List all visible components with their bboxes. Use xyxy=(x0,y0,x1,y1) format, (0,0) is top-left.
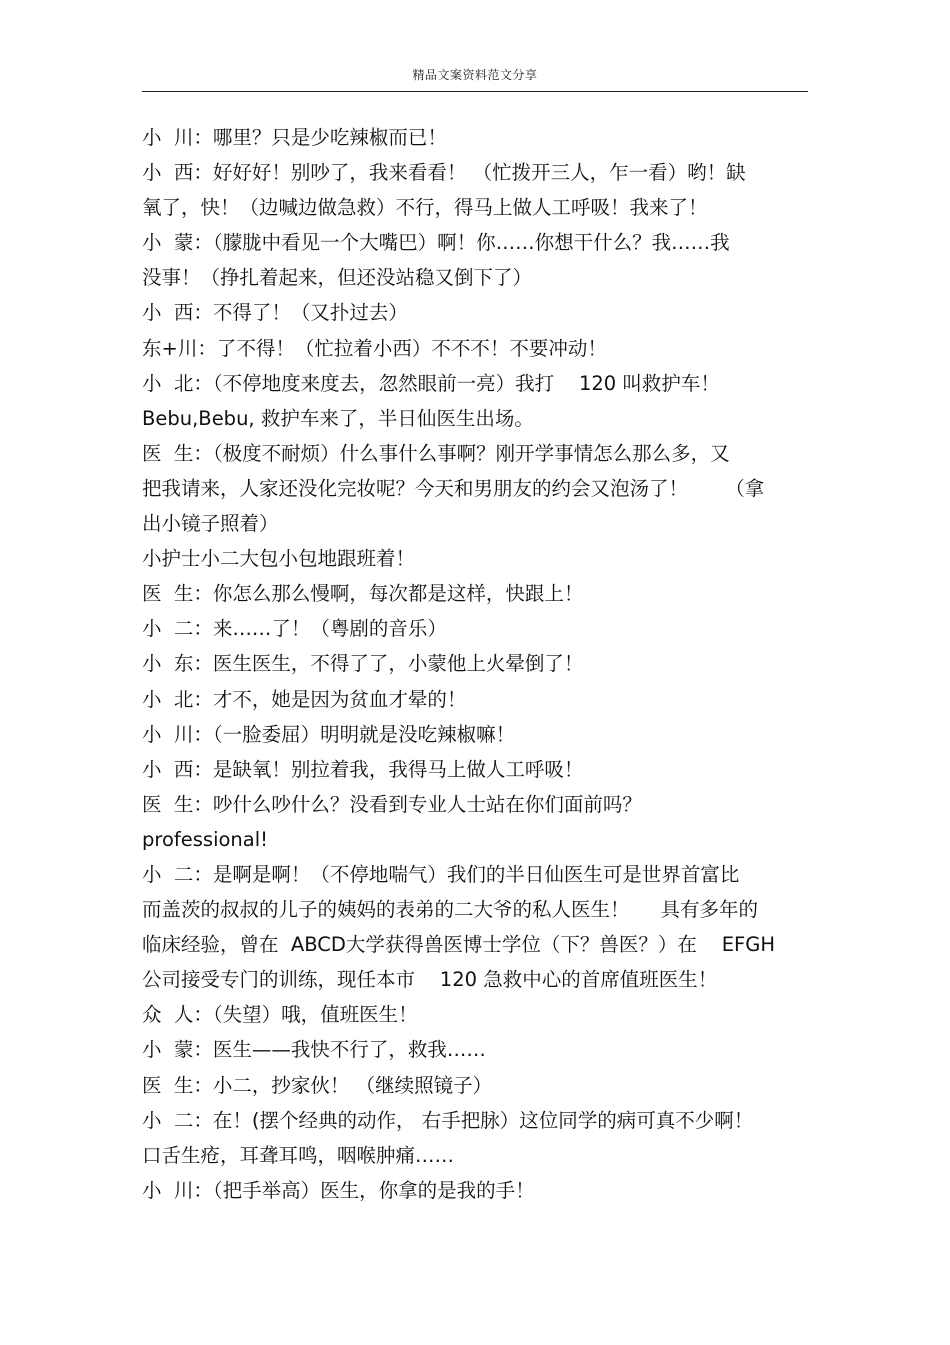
script-line: 小 川：（把手举高）医生，你拿的是我的手！ xyxy=(142,1178,535,1202)
script-line: 小护士小二大包小包地跟班着！ xyxy=(142,547,416,571)
header-divider xyxy=(142,91,808,92)
script-line: 小 二：是啊是啊！（不停地喘气）我们的半日仙医生可是世界首富比 xyxy=(142,862,740,886)
script-line: 小 川：（一脸委屈）明明就是没吃辣椒嘛！ xyxy=(142,722,516,746)
script-line: 而盖茨的叔叔的儿子的姨妈的表弟的二大爷的私人医生！ 具有多年的 xyxy=(142,898,758,922)
script-line: 公司接受专门的训练，现任本市 120 急救中心的首席值班医生！ xyxy=(142,968,718,992)
script-line: 小 北：才不，她是因为贫血才晕的！ xyxy=(142,687,467,711)
script-line: professional! xyxy=(142,827,268,851)
script-line: 小 蒙：（朦胧中看见一个大嘴巴）啊！你……你想干什么？我……我 xyxy=(142,231,730,255)
script-line: 小 川：哪里？只是少吃辣椒而已！ xyxy=(142,126,447,149)
script-line: 小 蒙：医生——我快不行了，救我…… xyxy=(142,1038,486,1062)
script-line: 医 生：吵什么吵什么？没看到专业人士站在你们面前吗？ xyxy=(142,792,642,816)
script-line: 小 东：医生医生，不得了了，小蒙他上火晕倒了！ xyxy=(142,652,584,676)
script-line: 氧了，快！（边喊边做急救）不行，得马上做人工呼吸！我来了！ xyxy=(142,196,708,220)
script-line: 小 二：在！(摆个经典的动作， 右手把脉）这位同学的病可真不少啊！ xyxy=(142,1108,754,1132)
script-line: 小 二：来……了！（粤剧的音乐） xyxy=(142,617,447,641)
script-line: 东+川：了不得！（忙拉着小西）不不不！不要冲动！ xyxy=(142,336,607,360)
script-line: 众 人：（失望）哦，值班医生！ xyxy=(142,1003,418,1027)
script-line: 把我请来，人家还没化完妆呢？今天和男朋友的约会又泡汤了！ （拿 xyxy=(142,476,765,500)
script-line: 医 生：（极度不耐烦）什么事什么事啊？刚开学事情怎么那么多，又 xyxy=(142,441,730,465)
script-body xyxy=(142,120,832,1208)
script-line: 小 西：是缺氧！别拉着我，我得马上做人工呼吸！ xyxy=(142,757,584,781)
page-header: 精品文案资料范文分享 xyxy=(412,68,538,82)
script-line: 医 生：你怎么那么慢啊，每次都是这样，快跟上！ xyxy=(142,582,584,606)
script-line: 出小镜子照着） xyxy=(142,512,279,536)
script-line: 小 西：好好好！别吵了，我来看看！ （忙拨开三人，乍一看）哟！缺 xyxy=(142,161,746,185)
script-line: 口舌生疮，耳聋耳鸣，咽喉肿痛…… xyxy=(142,1143,455,1167)
script-line: 医 生：小二，抄家伙！ （继续照镜子） xyxy=(142,1073,493,1097)
script-line: 小 西：不得了！（又扑过去） xyxy=(142,301,408,325)
script-line: 小 北：（不停地度来度去，忽然眼前一亮）我打 120 叫救护车！ xyxy=(142,371,720,395)
script-line: 没事！（挣扎着起来，但还没站稳又倒下了） xyxy=(142,266,533,290)
script-line: 临床经验，曾在 ABCD大学获得兽医博士学位（下？兽医？）在 EFGH xyxy=(142,933,776,957)
script-line: Bebu,Bebu, 救护车来了，半日仙医生出场。 xyxy=(142,406,534,430)
